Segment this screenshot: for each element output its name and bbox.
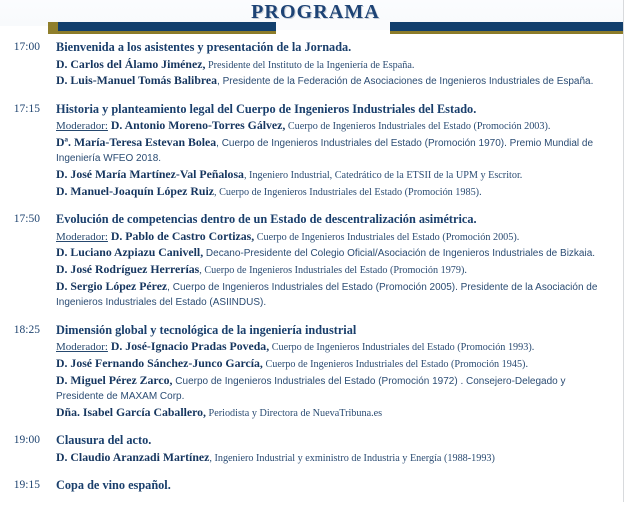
speaker-entry (56, 262, 608, 278)
speaker-role: Cuerpo de Ingenieros Industriales del Estado (Promoción 1972) . Consejero-Delegado y Presidente de MAXAM Corp. (56, 375, 566, 402)
slot-time: 18:25 (13, 323, 40, 336)
slot-title: Clausura del acto. (56, 433, 152, 448)
page-header-banner (0, 0, 631, 36)
header-gold-line-left (48, 31, 276, 34)
slot-title: Historia y planteamiento legal del Cuerpo de Ingenieros Industriales del Estado. (56, 101, 477, 116)
speaker-entry (56, 118, 608, 134)
speaker-entry (56, 229, 608, 245)
slot-time: 17:50 (13, 213, 40, 226)
speaker-name: D. José Fernando Sánchez-Junco García, (56, 355, 263, 370)
speaker-name: D. Carlos del Álamo Jiménez, (56, 56, 206, 71)
speaker-entry (56, 405, 608, 421)
speaker-role: , Ingeniero Industrial y exministro de Industria y Energía (1988-1993) (209, 452, 495, 464)
moderator-label: Moderador: (56, 120, 108, 133)
speaker-name: D. José María Martínez-Val Peñalosa (56, 166, 244, 181)
slot-time: 19:00 (13, 434, 40, 447)
speaker-entry (56, 57, 608, 73)
moderator-label: Moderador: (56, 230, 108, 243)
slot-body (56, 212, 624, 310)
slot-title: Evolución de competencias dentro de un Estado de descentralización asimétrica. (56, 212, 477, 227)
slot-time: 19:15 (13, 478, 40, 491)
moderator-label: Moderador: (56, 341, 108, 354)
speaker-role: , Ingeniero Industrial, Catedrático de la ETSII de la UPM y Escritor. (243, 169, 523, 181)
speaker-role: Periodista y Directora de NuevaTribuna.es (205, 407, 383, 419)
speaker-role: , Cuerpo de Ingenieros Industriales del Estado (Promoción 1970). Premio Mundial de Ingeniería WFEO 2018. (56, 137, 594, 165)
programme-slot (0, 212, 624, 310)
slot-time: 17:15 (13, 102, 40, 115)
speaker-name: D. José-Ignacio Pradas Poveda, (107, 339, 270, 354)
speaker-name: D. Pablo de Castro Cortizas, (107, 228, 255, 243)
programme-slot (0, 102, 624, 200)
page-right-edge (623, 0, 631, 502)
slot-title: Copa de vino español. (56, 477, 171, 492)
speaker-entry (56, 184, 608, 200)
speaker-entry (56, 135, 608, 167)
slot-body (56, 40, 624, 90)
slot-body (56, 478, 624, 495)
speaker-name: D. Claudio Aranzadi Martínez (56, 449, 210, 464)
speaker-entry (56, 245, 608, 261)
page-title: PROGRAMA (251, 1, 380, 23)
speaker-role: , Cuerpo de Ingenieros Industriales del Estado (Promoción 1979). (199, 265, 467, 277)
speaker-name: D. José Rodríguez Herrerías (56, 262, 200, 277)
speaker-role: , Cuerpo de Ingenieros Industriales del Estado (Promoción 2005). Presidente de la Asociación de Ingenieros Industriales del Estado (ASIINDUS). (56, 281, 598, 309)
slot-title: Bienvenida a los asistentes y presentación de la Jornada. (56, 40, 352, 54)
programme-slot (0, 40, 624, 90)
speaker-name: Dña. Isabel García Caballero, (56, 404, 206, 419)
programme-list (0, 40, 624, 506)
slot-body (56, 323, 624, 421)
speaker-entry (56, 373, 608, 405)
speaker-name: D. Manuel-Joaquín López Ruiz (56, 183, 214, 198)
speaker-name: D. Luis-Manuel Tomás Balibrea (56, 73, 218, 88)
speaker-entry (56, 356, 608, 372)
slot-time: 17:00 (13, 41, 40, 53)
speaker-role: Cuerpo de Ingenieros Industriales del Estado (Promoción 1945). (262, 358, 528, 370)
speaker-name: D. Luciano Azpiazu Canivell, (56, 245, 204, 260)
speaker-entry (56, 450, 608, 466)
speaker-entry (56, 339, 608, 355)
speaker-role: Cuerpo de Ingenieros Industriales del Estado (Promoción 2003). (285, 121, 551, 133)
slot-body (56, 433, 624, 466)
speaker-entry (56, 167, 608, 183)
speaker-role: , Cuerpo de Ingenieros Industriales del Estado (Promoción 1985). (213, 186, 482, 198)
programme-slot (0, 433, 624, 466)
speaker-role: , Presidente de la Federación de Asociaciones de Ingenieros Industriales de España. (217, 76, 594, 88)
speaker-role: Presidente del Instituto de la Ingeniería de España. (205, 59, 415, 71)
slot-body (56, 102, 624, 200)
programme-slot (0, 478, 624, 495)
speaker-role: Cuerpo de Ingenieros Industriales del Estado (Promoción 1993). (269, 342, 535, 354)
header-gold-line-right (390, 31, 624, 34)
speaker-role: Decano-Presidente del Colegio Oficial/Asociación de Ingenieros Industriales de Bizkaia. (203, 248, 596, 260)
speaker-entry (56, 279, 608, 311)
speaker-name: Dª. María-Teresa Estevan Bolea (56, 134, 217, 149)
speaker-name: D. Miguel Pérez Zarco, (56, 372, 173, 387)
programme-slot (0, 323, 624, 421)
speaker-entry (56, 73, 608, 89)
slot-title: Dimensión global y tecnológica de la ingeniería industrial (56, 322, 357, 337)
speaker-role: Cuerpo de Ingenieros Industriales del Estado (Promoción 2005). (254, 231, 520, 243)
speaker-name: D. Sergio López Pérez (56, 278, 168, 293)
speaker-name: D. Antonio Moreno-Torres Gálvez, (107, 118, 286, 133)
